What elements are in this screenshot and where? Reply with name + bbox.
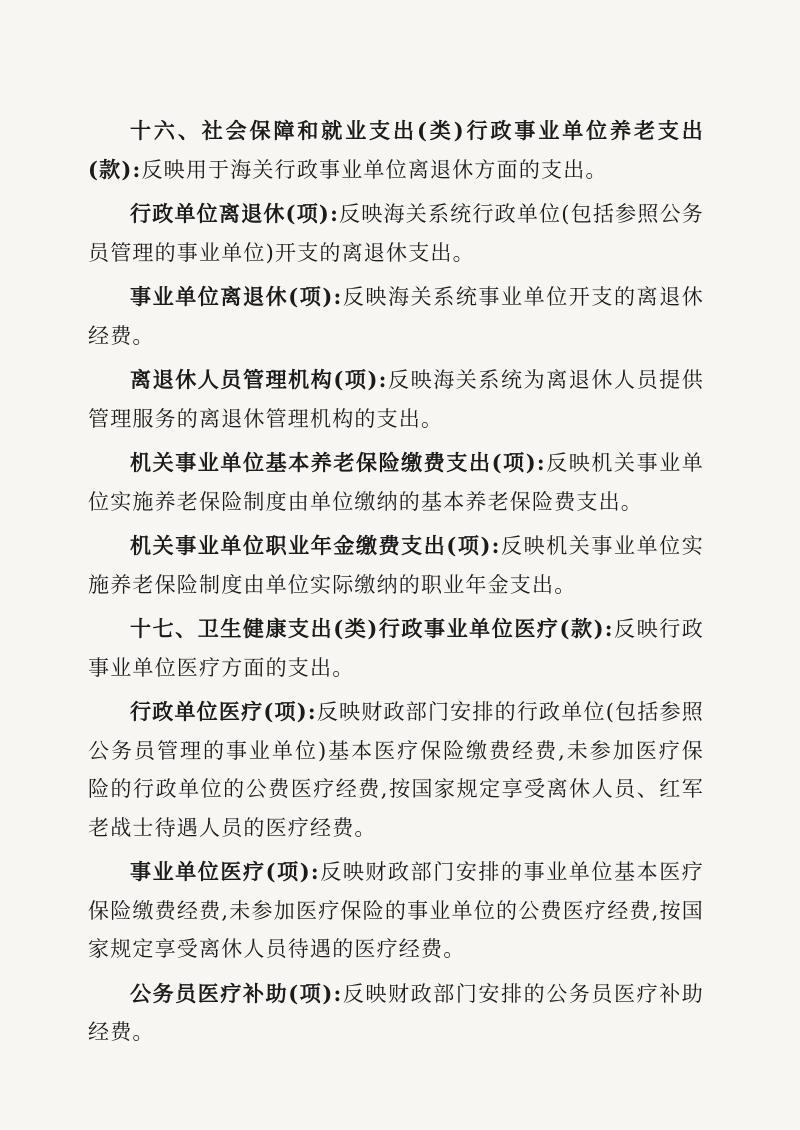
paragraph-retiree-management <box>88 361 704 438</box>
paragraph-text: 反映海关系统行政单位(包括参照公务员管理的事业单位)开支的离退休支出。 <box>88 202 705 265</box>
paragraph-text: 反映行政事业单位医疗方面的支出。 <box>88 617 704 680</box>
paragraph-admin-retirement <box>88 195 704 272</box>
paragraph-occupational-annuity <box>88 527 704 604</box>
paragraph-text: 反映财政部门安排的公务员医疗补助经费。 <box>88 981 705 1044</box>
paragraph-health <box>88 610 704 687</box>
paragraph-heading: 离退休人员管理机构(项): <box>130 367 388 392</box>
paragraph-text: 反映机关事业单位实施养老保险制度由单位实际缴纳的职业年金支出。 <box>88 534 704 597</box>
paragraph-heading: 十六、社会保障和就业支出(类)行政事业单位养老支出(款): <box>88 118 704 182</box>
paragraph-heading: 事业单位医疗(项): <box>130 859 320 884</box>
paragraph-heading: 机关事业单位职业年金缴费支出(项): <box>130 533 501 558</box>
paragraph-text: 反映机关事业单位实施养老保险制度由单位缴纳的基本养老保险费支出。 <box>88 451 705 514</box>
paragraph-text: 反映财政部门安排的事业单位基本医疗保险缴费经费,未参加医疗保险的事业单位的公费医疗经费,按国家规定享受离休人员待遇的医疗经费。 <box>88 860 705 961</box>
paragraph-institution-medical <box>88 853 704 969</box>
paragraph-social-security <box>88 112 704 189</box>
paragraph-heading: 机关事业单位基本养老保险缴费支出(项): <box>130 450 546 475</box>
paragraph-text: 反映海关系统为离退休人员提供管理服务的离退休管理机构的支出。 <box>88 368 704 431</box>
paragraph-heading: 行政单位医疗(项): <box>130 699 317 724</box>
paragraph-institution-retirement <box>88 278 704 355</box>
paragraph-text: 反映财政部门安排的行政单位(包括参照公务员管理的事业单位)基本医疗保险缴费经费,未参加医疗保险的行政单位的公费医疗经费,按国家规定享受离休人员、红军老战士待遇人员的医疗经费。 <box>88 700 705 840</box>
paragraph-text: 反映海关系统事业单位开支的离退休经费。 <box>88 285 705 348</box>
paragraph-heading: 公务员医疗补助(项): <box>130 980 343 1006</box>
paragraph-heading: 事业单位离退休(项): <box>130 284 343 309</box>
paragraph-basic-pension <box>88 444 704 521</box>
paragraph-civil-servant-medical <box>88 975 704 1052</box>
paragraph-heading: 行政单位离退休(项): <box>130 201 340 226</box>
paragraph-admin-medical <box>88 693 704 847</box>
paragraph-text: 反映用于海关行政事业单位离退休方面的支出。 <box>141 157 608 182</box>
paragraph-heading: 十七、卫生健康支出(类)行政事业单位医疗(款): <box>130 616 614 641</box>
